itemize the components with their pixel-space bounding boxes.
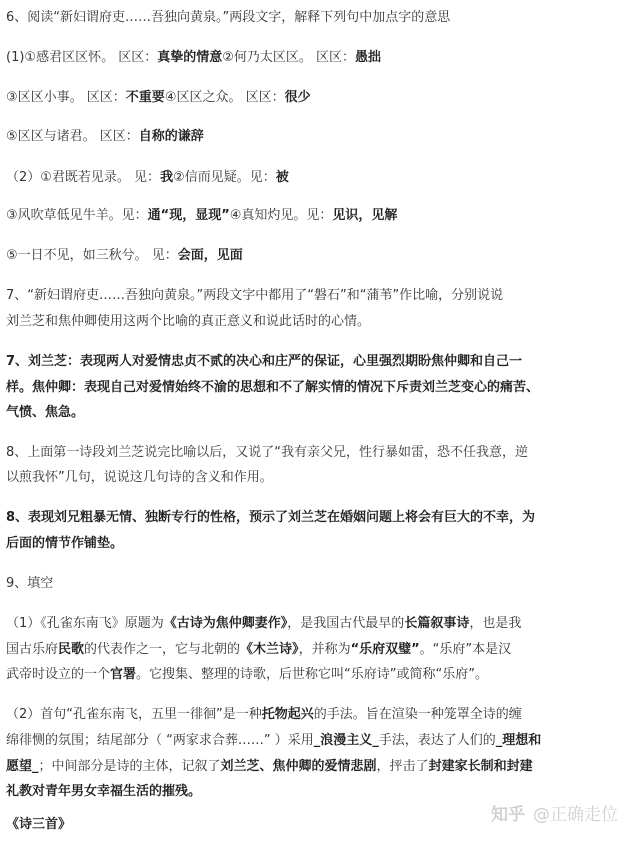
q9-title: 9、填空 xyxy=(6,576,54,591)
q9-part1-line-1: （1）《孔雀东南飞》原题为《古诗为焦仲卿妻作》，是我国古代最早的长篇叙事诗，也是我 xyxy=(6,616,522,631)
q7-answer-line-3: 气愤、焦急。 xyxy=(6,405,85,420)
watermark xyxy=(491,803,618,827)
q7-question-line-2: 刘兰芝和焦仲卿使用这两个比喻的真正意义和说此话时的心情。 xyxy=(6,314,371,329)
q9-part2-line-1: （2）首句“孔雀东南飞，五里一徘徊”是一种托物起兴的手法。旨在渲染一种笼罩全诗的缠 xyxy=(6,707,522,722)
q9-part2-line-3: 愿望_；中间部分是诗的主体，记叙了刘兰芝、焦仲卿的爱情悲剧，抨击了封建家长制和封建 xyxy=(6,759,533,774)
q6-row-6: ⑤一日不见，如三秋兮。 见：会面，见面 xyxy=(6,248,243,263)
zhihu-logo: 知乎 xyxy=(491,805,525,825)
q6-title: 6、阅读“新妇谓府吏……吾独向黄泉。”两段文字，解释下列句中加点字的意思 xyxy=(6,10,451,25)
q9-part2-line-4: 礼教对青年男女幸福生活的摧残。 xyxy=(6,784,202,799)
q8-answer-line-1: 8、表现刘兄粗暴无情、独断专行的性格，预示了刘兰芝在婚姻问题上将会有巨大的不幸，为 xyxy=(6,510,536,525)
q9-part2-line-2: 绵徘恻的氛围；结尾部分（ “两家求合葬……” ）采用_浪漫主义_手法，表达了人们的_理想和 xyxy=(6,733,542,748)
q6-row-2: ③区区小事。 区区：不重要④区区之众。 区区：很少 xyxy=(6,90,311,105)
q6-row-5: ③风吹草低见牛羊。见：通“现，显现”④真知灼见。见：见识，见解 xyxy=(6,208,398,223)
q7-answer-line-1: 7、刘兰芝：表现两人对爱情忠贞不贰的决心和庄严的保证，心里强烈期盼焦仲卿和自己一 xyxy=(6,354,523,369)
q8-question-line-1: 8、上面第一诗段刘兰芝说完比喻以后，又说了“我有亲父兄，性行暴如雷，恐不任我意，逆 xyxy=(6,445,529,460)
q9-part1-line-3: 武帝时设立的一个官署。它搜集、整理的诗歌，后世称它叫“乐府诗”或简称“乐府”。 xyxy=(6,667,488,682)
q7-question-line-1: 7、“新妇谓府吏……吾独向黄泉。”两段文字中都用了“磐石”和“蒲苇”作比喻，分别说说 xyxy=(6,288,504,303)
q8-answer-line-2: 后面的情节作铺垫。 xyxy=(6,536,124,551)
watermark-author: @正确走位 xyxy=(533,805,618,825)
q6-row-4: （2）①君既若见录。 见：我②信而见疑。见：被 xyxy=(6,170,289,185)
q8-question-line-2: 以煎我怀”几句，说说这几句诗的含义和作用。 xyxy=(6,470,273,485)
q7-answer-line-2: 样。焦仲卿：表现自己对爱情始终不渝的思想和不了解实情的情况下斥责刘兰芝变心的痛苦、 xyxy=(6,380,540,395)
next-section-title: 《诗三首》 xyxy=(6,817,72,832)
q6-row-3: ⑤区区与诸君。 区区：自称的谦辞 xyxy=(6,129,204,144)
q6-row-1: (1)①感君区区怀。 区区：真挚的情意②何乃太区区。 区区：愚拙 xyxy=(6,50,382,65)
q9-part1-line-2: 国古乐府民歌的代表作之一，它与北朝的《木兰诗》，并称为“乐府双璧”。“乐府”本是汉 xyxy=(6,642,512,657)
